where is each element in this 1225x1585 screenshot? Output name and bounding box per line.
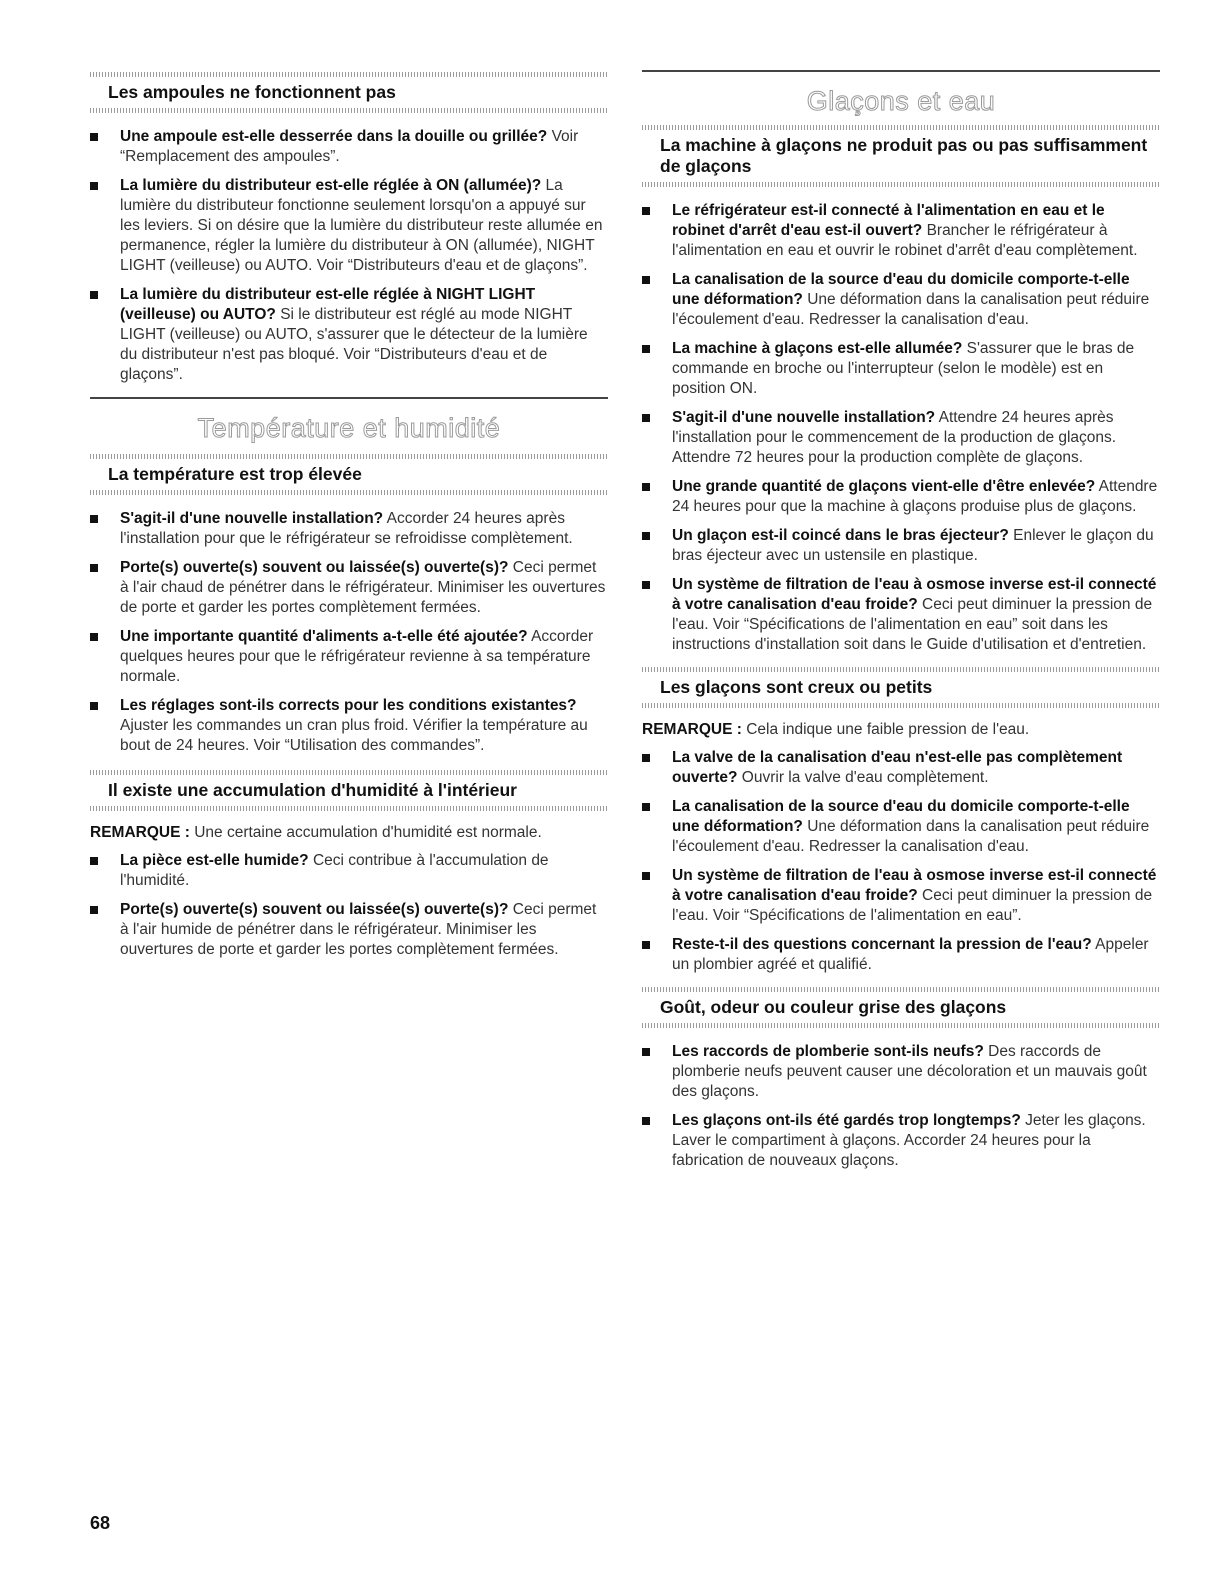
list-item — [90, 900, 608, 960]
answer: Ceci peut diminuer la pression de l'eau. Voir “Spécifications de l'alimentation en eau” soit dans les instructions d'installation soit dans le Guide d'utilisation et d'entretien. — [672, 596, 1153, 653]
question: Une ampoule est-elle desserrée dans la douille ou grillée? — [120, 128, 548, 145]
list-item — [642, 748, 1160, 788]
list-item — [90, 509, 608, 549]
list-item — [90, 696, 608, 756]
question: La canalisation de la source d'eau du domicile comporte-t-elle une déformation? — [672, 798, 1130, 835]
list-item — [642, 526, 1160, 566]
question: La pièce est-elle humide? — [120, 852, 309, 869]
list-taste-odor — [642, 1042, 1160, 1171]
section-rule — [90, 397, 608, 399]
answer: Ceci peut diminuer la pression de l'eau. Voir “Spécifications de l'alimentation en eau”. — [672, 887, 1153, 924]
right-column — [642, 0, 1160, 1180]
bullet-icon — [642, 872, 650, 880]
question: La machine à glaçons est-elle allumée? — [672, 340, 963, 357]
bullet-icon — [90, 564, 98, 572]
list-item — [90, 558, 608, 618]
heading-hatch — [642, 703, 1160, 708]
answer: Si le distributeur est réglé au mode NIGHT LIGHT (veilleuse) ou AUTO, s'assurer que le détecteur de la lumière du distributeur n'est pas bloqué. Voir “Distributeurs d'eau et de glaçons”. — [120, 306, 588, 383]
question: Les raccords de plomberie sont-ils neufs? — [672, 1043, 984, 1060]
list-item — [642, 477, 1160, 517]
section-rule — [642, 70, 1160, 72]
bullet-icon — [642, 803, 650, 811]
heading-hatch — [642, 1023, 1160, 1028]
bullet-icon — [90, 633, 98, 641]
list-bulbs — [90, 127, 608, 385]
note-text: Une certaine accumulation d'humidité est normale. — [194, 824, 542, 841]
question: Un glaçon est-il coincé dans le bras éjecteur? — [672, 527, 1009, 544]
question: S'agit-il d'une nouvelle installation? — [120, 510, 384, 527]
question: Porte(s) ouverte(s) souvent ou laissée(s) ouverte(s)? — [120, 559, 509, 576]
answer: Attendre 24 heures après l'installation pour le commencement de la production de glaçons. Attendre 72 heures pour la production complète de glaçons. — [672, 409, 1117, 466]
heading-hollow-ice: Les glaçons sont creux ou petits — [660, 677, 933, 697]
heading-hatch — [90, 806, 608, 811]
answer: Ajuster les commandes un cran plus froid. Vérifier la température au bout de 24 heures. Voir “Utilisation des commandes”. — [120, 717, 588, 754]
bullet-icon — [90, 857, 98, 865]
question: La lumière du distributeur est-elle réglée à ON (allumée)? — [120, 177, 542, 194]
question: Les glaçons ont-ils été gardés trop longtemps? — [672, 1112, 1021, 1129]
section-title-ice-water: Glaçons et eau — [806, 86, 996, 116]
list-item — [90, 127, 608, 167]
heading-hatch — [642, 182, 1160, 187]
bullet-icon — [90, 515, 98, 523]
heading-temperature-high: La température est trop élevée — [108, 464, 362, 484]
list-item — [642, 1111, 1160, 1171]
bullet-icon — [642, 483, 650, 491]
list-item — [642, 201, 1160, 261]
heading-hatch — [90, 490, 608, 495]
bullet-icon — [90, 702, 98, 710]
list-item — [90, 176, 608, 276]
bullet-icon — [90, 182, 98, 190]
answer: Attendre 24 heures pour que la machine à glaçons produise plus de glaçons. — [672, 478, 1158, 515]
question: La canalisation de la source d'eau du domicile comporte-t-elle une déformation? — [672, 271, 1130, 308]
question: La valve de la canalisation d'eau n'est-elle pas complètement ouverte? — [672, 749, 1123, 786]
list-temperature — [90, 509, 608, 756]
list-item — [642, 339, 1160, 399]
answer: Ouvrir la valve d'eau complètement. — [741, 769, 989, 786]
answer: Ceci permet à l'air chaud de pénétrer dans le réfrigérateur. Minimiser les ouvertures de porte et garder les portes complètement fermées. — [120, 559, 606, 616]
bullet-icon — [642, 1048, 650, 1056]
section-title-temperature: Température et humidité — [197, 413, 501, 443]
question: S'agit-il d'une nouvelle installation? — [672, 409, 936, 426]
question: Une grande quantité de glaçons vient-elle d'être enlevée? — [672, 478, 1096, 495]
bullet-icon — [642, 1117, 650, 1125]
list-item — [642, 575, 1160, 655]
answer: Ceci permet à l'air humide de pénétrer dans le réfrigérateur. Minimiser les ouvertures de porte et garder les portes complètement fermées. — [120, 901, 597, 958]
note — [642, 720, 1160, 740]
list-humidity — [90, 851, 608, 960]
answer: Accorder 24 heures après l'installation pour que le réfrigérateur se refroidisse complètement. — [120, 510, 573, 547]
list-item — [642, 408, 1160, 468]
left-column — [90, 0, 608, 969]
bullet-icon — [642, 276, 650, 284]
heading-hatch — [90, 108, 608, 113]
list-item — [642, 1042, 1160, 1102]
bullet-icon — [90, 291, 98, 299]
heading-bulbs: Les ampoules ne fonctionnent pas — [108, 82, 396, 102]
answer: Appeler un plombier agréé et qualifié. — [672, 936, 1149, 973]
bullet-icon — [642, 345, 650, 353]
list-hollow-ice — [642, 748, 1160, 975]
question: Un système de filtration de l'eau à osmose inverse est-il connecté à votre canalisation d'eau froide? — [672, 867, 1157, 904]
bullet-icon — [642, 414, 650, 422]
heading-icemaker: La machine à glaçons ne produit pas ou pas suffisamment de glaçons — [660, 135, 1148, 176]
question: Le réfrigérateur est-il connecté à l'alimentation en eau et le robinet d'arrêt d'eau est-il ouvert? — [672, 202, 1105, 239]
list-item — [642, 270, 1160, 330]
page-number: 68 — [90, 1513, 111, 1533]
question: Une importante quantité d'aliments a-t-elle été ajoutée? — [120, 628, 528, 645]
question: Porte(s) ouverte(s) souvent ou laissée(s) ouverte(s)? — [120, 901, 509, 918]
note-text: Cela indique une faible pression de l'eau. — [746, 721, 1030, 738]
list-item — [90, 851, 608, 891]
list-item — [642, 866, 1160, 926]
answer: Jeter les glaçons. Laver le compartiment à glaçons. Accorder 24 heures pour la fabrication de nouveaux glaçons. — [672, 1112, 1146, 1169]
answer: Ceci contribue à l'accumulation de l'humidité. — [120, 852, 549, 889]
list-item — [90, 627, 608, 687]
note-label: REMARQUE : — [90, 824, 190, 841]
note-label: REMARQUE : — [642, 721, 742, 738]
bullet-icon — [90, 133, 98, 141]
question: Les réglages sont-ils corrects pour les conditions existantes? — [120, 697, 577, 714]
answer: S'assurer que le bras de commande en broche ou l'interrupteur (selon le modèle) est en position ON. — [672, 340, 1135, 397]
question: La lumière du distributeur est-elle réglée à NIGHT LIGHT (veilleuse) ou AUTO? — [120, 286, 536, 323]
list-item — [642, 797, 1160, 857]
bullet-icon — [642, 754, 650, 762]
bullet-icon — [642, 581, 650, 589]
bullet-icon — [642, 532, 650, 540]
list-icemaker — [642, 201, 1160, 655]
bullet-icon — [642, 941, 650, 949]
answer: Une déformation dans la canalisation peut réduire l'écoulement d'eau. Redresser la canalisation d'eau. — [672, 818, 1150, 855]
list-item — [642, 935, 1160, 975]
answer: Voir “Remplacement des ampoules”. — [120, 128, 579, 165]
bullet-icon — [90, 906, 98, 914]
question: Reste-t-il des questions concernant la pression de l'eau? — [672, 936, 1092, 953]
answer: La lumière du distributeur fonctionne seulement lorsqu'on a appuyé sur les leviers. Si on désire que la lumière du distributeur reste allumée en permanence, régler la lumière du distributeur à ON (allumée), NIGHT LIGHT (veilleuse) ou AUTO. Voir “Distributeurs d'eau et de glaçons”. — [120, 177, 603, 274]
note — [90, 823, 608, 843]
heading-humidity: Il existe une accumulation d'humidité à l'intérieur — [108, 780, 517, 800]
answer: Brancher le réfrigérateur à l'alimentation en eau et ouvrir le robinet d'arrêt d'eau complètement. — [672, 222, 1138, 259]
question: Un système de filtration de l'eau à osmose inverse est-il connecté à votre canalisation d'eau froide? — [672, 576, 1157, 613]
answer: Enlever le glaçon du bras éjecteur avec un ustensile en plastique. — [672, 527, 1154, 564]
answer: Une déformation dans la canalisation peut réduire l'écoulement d'eau. Redresser la canalisation d'eau. — [672, 291, 1150, 328]
answer: Des raccords de plomberie neufs peuvent causer une décoloration et un mauvais goût des glaçons. — [672, 1043, 1147, 1100]
answer: Accorder quelques heures pour que le réfrigérateur revienne à sa température normale. — [120, 628, 594, 685]
bullet-icon — [642, 207, 650, 215]
heading-taste-odor: Goût, odeur ou couleur grise des glaçons — [660, 997, 1007, 1017]
list-item — [90, 285, 608, 385]
